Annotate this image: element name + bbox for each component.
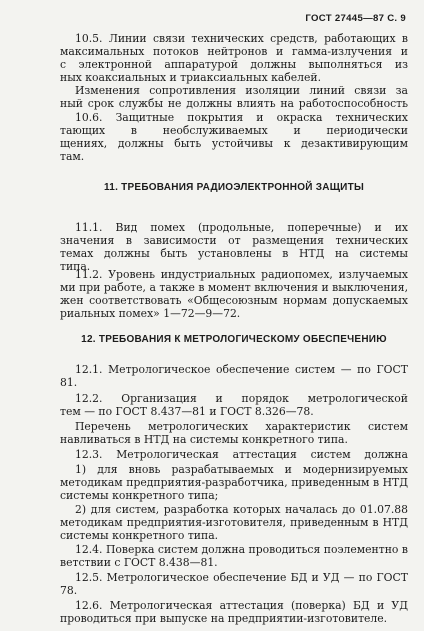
text-line: типа.	[60, 260, 91, 274]
text-line: методикам предприятия-разработчика, приведенным в НТД	[60, 476, 408, 490]
text-line: риальных помех» 1—72—9—72.	[60, 307, 241, 321]
paragraph	[60, 463, 408, 502]
paragraph	[60, 111, 408, 163]
paragraph	[60, 448, 408, 461]
text-line: 2) для систем, разработка которых началась до 01.07.88	[75, 503, 408, 516]
text-line: 10.6. Защитные покрытия и окраска технических	[75, 111, 408, 124]
paragraph	[60, 599, 408, 625]
text-line: методикам предприятия-изготовителя, приведенным в НТД	[60, 516, 408, 530]
paragraph	[60, 543, 408, 569]
text-line: 12.1. Метрологическое обеспечение систем — по ГОСТ	[75, 363, 408, 376]
section-heading: 12. ТРЕБОВАНИЯ К МЕТРОЛОГИЧЕСКОМУ ОБЕСПЕЧЕНИЮ	[81, 334, 387, 345]
paragraph	[60, 363, 408, 389]
page-header: ГОСТ 27445—87 С. 9	[305, 13, 406, 24]
text-line: щениях, должны быть устойчивы к дезактивирующим	[60, 137, 408, 151]
text-line: 78.	[60, 584, 78, 598]
text-line: 12.3. Метрологическая аттестация систем должна	[75, 448, 408, 461]
paragraph	[60, 268, 408, 320]
text-line: тающих в необслуживаемых и периодически	[60, 124, 408, 138]
text-line: ных коаксиальных и триаксиальных кабелей.	[60, 71, 322, 85]
text-line: Изменения сопротивления изоляции линий связи за	[75, 84, 408, 97]
text-line: 81.	[60, 376, 78, 390]
text-line: ный срок службы не должны влиять на работоспособность	[60, 97, 408, 111]
text-line: проводиться при выпуске на предприятии-изготовителе.	[60, 612, 388, 626]
paragraph	[60, 221, 408, 273]
text-line: ми при работе, а также в момент включения и выключения,	[60, 281, 408, 295]
paragraph	[60, 32, 408, 84]
paragraph	[60, 571, 408, 597]
text-line: Перечень метрологических характеристик систем	[75, 420, 408, 433]
text-line: 12.4. Поверка систем должна проводиться поэлементно в	[75, 543, 408, 556]
paragraph	[60, 392, 408, 418]
text-line: значения в зависимости от размещения технических	[60, 234, 408, 248]
text-line: системы конкретного типа;	[60, 489, 219, 503]
text-line: 10.5. Линии связи технических средств, работающих в	[75, 32, 408, 45]
text-line: темах должны быть установлены в НТД на системы	[60, 247, 408, 261]
text-line: 1) для вновь разрабатываемых и модернизируемых	[75, 463, 408, 476]
text-line: 12.5. Метрологическое обеспечение БД и УД — по ГОСТ	[75, 571, 408, 584]
section-heading: 11. ТРЕБОВАНИЯ РАДИОЭЛЕКТРОННОЙ ЗАЩИТЫ	[104, 182, 364, 193]
text-line: с электронной аппаратурой должны выполняться из	[60, 58, 408, 72]
text-line: навливаться в НТД на системы конкретного типа.	[60, 433, 348, 447]
paragraph	[60, 84, 408, 110]
paragraph	[60, 503, 408, 542]
text-line: 11.1. Вид помех (продольные, поперечные) и их	[75, 221, 408, 234]
text-line: тем — по ГОСТ 8.437—81 и ГОСТ 8.326—78.	[60, 405, 314, 419]
text-line: 12.6. Метрологическая аттестация (поверка) БД и УД	[75, 599, 408, 612]
text-line: 11.2. Уровень индустриальных радиопомех, излучаемых	[75, 268, 408, 281]
text-line: системы конкретного типа.	[60, 529, 219, 543]
text-line: 12.2. Организация и порядок метрологической	[75, 392, 408, 405]
text-line: жен соответствовать «Общесоюзным нормам допускаемых	[60, 294, 408, 308]
text-line: там.	[60, 150, 85, 164]
text-line: максимальных потоков нейтронов и гамма-излучения и	[60, 45, 408, 59]
text-line: ветствии с ГОСТ 8.438—81.	[60, 556, 218, 570]
paragraph	[60, 420, 408, 446]
